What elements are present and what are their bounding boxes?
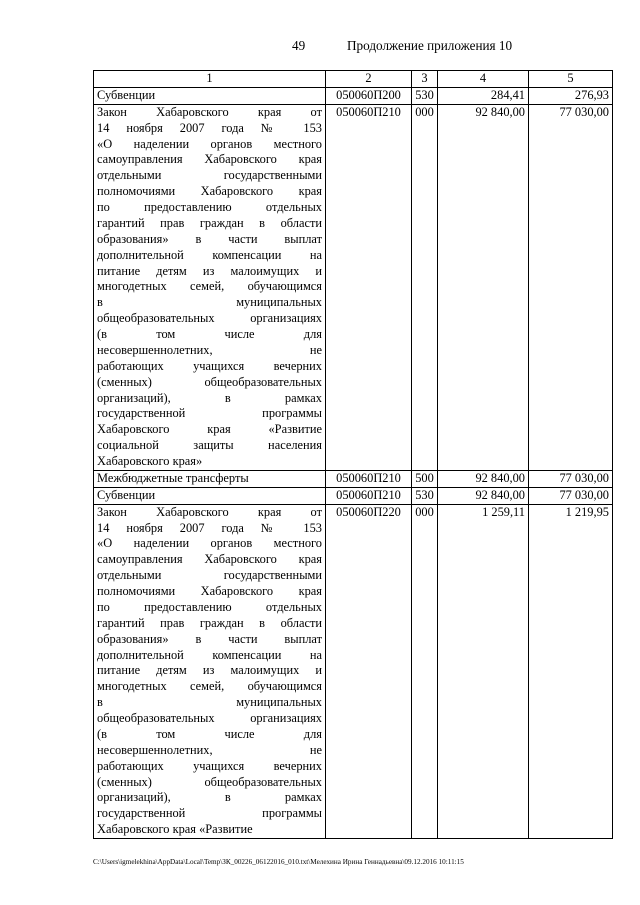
row-value-col5-cell: 1 219,95 [529,504,613,838]
column-header-1: 1 [94,71,326,88]
column-header-2: 2 [326,71,412,88]
row-name-line: работающих учащихся вечерних [97,758,322,773]
row-name-line: Закон Хабаровского края от [97,104,322,119]
row-name-line: Хабаровского края» [97,454,203,468]
row-value-col5-cell: 276,93 [529,87,613,104]
row-value-col4-cell: 92 840,00 [438,487,529,504]
row-name-line: дополнительной компенсации на [97,247,322,262]
row-code-cell: 050060П210 [326,487,412,504]
row-name-line: общеобразовательных организациях [97,311,322,326]
row-name-line: гарантий прав граждан в области [97,615,322,630]
row-type-cell: 000 [412,504,438,838]
row-name-line: в муниципальных [97,295,322,310]
row-name-line: социальной защиты населения [97,438,322,453]
row-value-col4-cell: 92 840,00 [438,470,529,487]
row-type-cell: 530 [412,487,438,504]
row-code-cell: 050060П210 [326,470,412,487]
row-name-line: отдельными государственными [97,168,322,183]
row-code-cell: 050060П210 [326,104,412,470]
row-name-line: многодетных семей, обучающимся [97,279,322,294]
footer-file-path: C:\Users\igmelekhina\AppData\Local\Temp\ЗК_00226_06122016_010.txt\Мелехина Ирина Геннадьевна\09.12.2016 10:11:15 [93,858,464,866]
table-row [94,470,613,487]
row-name-line: работающих учащихся вечерних [97,358,322,373]
row-name-line: самоуправления Хабаровского края [97,152,322,167]
header-caption: Продолжение приложения 10 [347,38,513,53]
row-type-cell: 530 [412,87,438,104]
row-name-line: полномочиями Хабаровского края [97,184,322,199]
row-value-col5-cell: 77 030,00 [529,470,613,487]
row-value-col4-cell: 284,41 [438,87,529,104]
row-type-cell: 500 [412,470,438,487]
row-name-line: дополнительной компенсации на [97,647,322,662]
row-name-line: 14 ноября 2007 года № 153 [97,120,322,135]
table-row [94,487,613,504]
row-name-line: организаций), в рамках [97,790,322,805]
row-name-line: (в том числе для [97,726,322,741]
table-row [94,87,613,104]
column-header-5: 5 [529,71,613,88]
row-name-cell [94,504,326,838]
page-header [0,38,640,56]
row-value-col5-cell: 77 030,00 [529,487,613,504]
row-name-line: самоуправления Хабаровского края [97,552,322,567]
row-name-line: питание детям из малоимущих и [97,663,322,678]
table-row [94,504,613,838]
row-name-cell: Субвенции [94,487,326,504]
row-name-cell: Межбюджетные трансферты [94,470,326,487]
row-name-line: организаций), в рамках [97,390,322,405]
row-name-line: Закон Хабаровского края от [97,504,322,519]
row-name-line: полномочиями Хабаровского края [97,584,322,598]
row-name-line: по предоставлению отдельных [97,200,322,214]
row-name-line: (сменных) общеобразовательных [97,774,322,789]
row-name-line: общеобразовательных организациях [97,711,322,725]
row-name-line: (сменных) общеобразовательных [97,374,322,389]
row-name-line: многодетных семей, обучающимся [97,679,322,694]
row-name-line: «О наделении органов местного [97,136,322,151]
row-type-cell: 000 [412,104,438,470]
row-name-line: по предоставлению отдельных [97,599,322,614]
row-name-line: питание детям из малоимущих и [97,263,322,278]
row-value-col4-cell: 92 840,00 [438,104,529,470]
row-name-line: государственной программы [97,406,322,421]
row-value-col4-cell: 1 259,11 [438,504,529,838]
row-name-line: в муниципальных [97,695,322,710]
table-row [94,104,613,470]
row-name-cell [94,104,326,470]
row-name-line: Хабаровского края «Развитие [97,422,322,437]
row-code-cell: 050060П220 [326,504,412,838]
budget-table [93,70,613,839]
table-header-row [94,71,613,88]
row-name-line: отдельными государственными [97,568,322,583]
column-header-4: 4 [438,71,529,88]
row-name-line: 14 ноября 2007 года № 153 [97,520,322,535]
row-name-line: несовершеннолетних, не [97,342,322,357]
row-name-line: «О наделении органов местного [97,536,322,551]
row-name-line: образования» в части выплат [97,231,322,246]
row-value-col5-cell: 77 030,00 [529,104,613,470]
row-name-line: гарантий прав граждан в области [97,215,322,230]
row-name-line: Хабаровского края «Развитие [97,822,253,837]
row-name-line: государственной программы [97,806,322,821]
row-code-cell: 050060П200 [326,87,412,104]
row-name-line: (в том числе для [97,327,322,341]
column-header-3: 3 [412,71,438,88]
page-number: 49 [292,38,306,53]
row-name-line: образования» в части выплат [97,631,322,646]
row-name-line: несовершеннолетних, не [97,742,322,757]
row-name-cell: Субвенции [94,87,326,104]
